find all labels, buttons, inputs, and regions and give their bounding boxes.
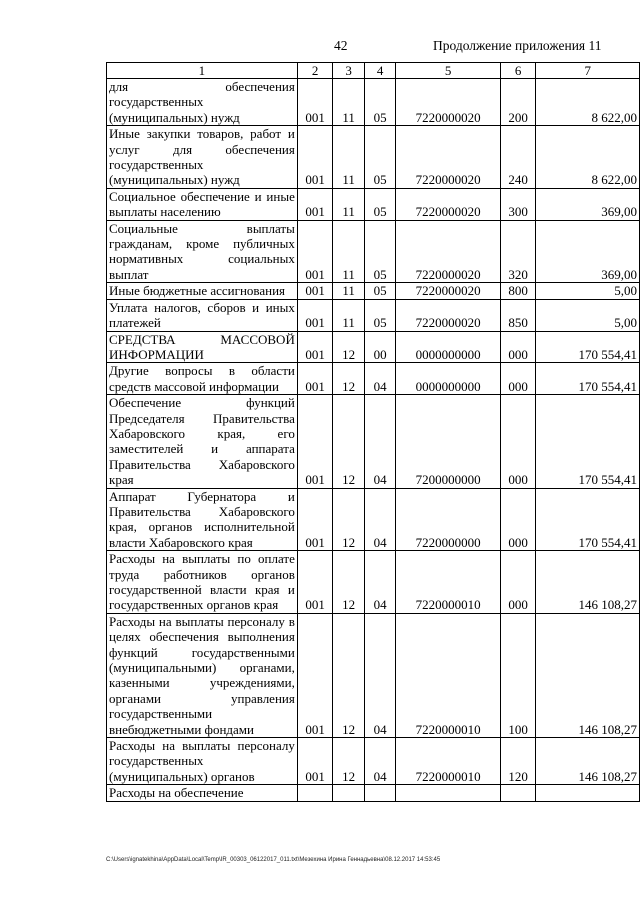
section-code: 11	[333, 188, 364, 220]
amount: 5,00	[536, 283, 640, 299]
column-number: 7	[536, 63, 640, 79]
admin-code: 001	[297, 220, 333, 283]
subsection-code: 04	[364, 395, 395, 488]
admin-code	[297, 785, 333, 801]
subsection-code: 05	[364, 126, 395, 189]
target-article-code: 7220000010	[396, 738, 501, 785]
section-code	[333, 785, 364, 801]
table-row	[107, 188, 640, 220]
item-name: для обеспечения государственных (муниципальных) нужд	[107, 79, 298, 126]
amount: 170 554,41	[536, 488, 640, 551]
section-code: 11	[333, 79, 364, 126]
amount: 146 108,27	[536, 613, 640, 737]
item-name: Обеспечение функций Председателя Правительства Хабаровского края, его заместителей и аппарата Правительства Хабаровского края	[107, 395, 298, 488]
item-name: Расходы на выплаты персоналу в целях обеспечения выполнения функций государственными (муниципальными) органами, казенными учреждениями, органами управления государственными внебюджетными фондами	[107, 613, 298, 737]
admin-code: 001	[297, 283, 333, 299]
page-number: 42	[334, 38, 348, 53]
item-name: Другие вопросы в области средств массовой информации	[107, 363, 298, 395]
amount: 8 622,00	[536, 126, 640, 189]
amount: 369,00	[536, 220, 640, 283]
amount: 146 108,27	[536, 551, 640, 614]
column-number: 3	[333, 63, 364, 79]
table-row	[107, 551, 640, 614]
expense-type-code	[500, 785, 536, 801]
subsection-code: 00	[364, 331, 395, 363]
subsection-code: 05	[364, 283, 395, 299]
admin-code: 001	[297, 738, 333, 785]
target-article-code: 7220000010	[396, 613, 501, 737]
table-row	[107, 613, 640, 737]
expense-type-code: 100	[500, 613, 536, 737]
admin-code: 001	[297, 395, 333, 488]
admin-code: 001	[297, 613, 333, 737]
amount	[536, 785, 640, 801]
table-row	[107, 126, 640, 189]
section-code: 12	[333, 363, 364, 395]
target-article-code: 7220000010	[396, 551, 501, 614]
section-code: 12	[333, 613, 364, 737]
target-article-code: 7220000020	[396, 79, 501, 126]
table-row	[107, 395, 640, 488]
item-name: СРЕДСТВА МАССОВОЙ ИНФОРМАЦИИ	[107, 331, 298, 363]
section-code: 12	[333, 395, 364, 488]
admin-code: 001	[297, 551, 333, 614]
target-article-code: 7220000020	[396, 188, 501, 220]
column-number: 6	[500, 63, 536, 79]
admin-code: 001	[297, 488, 333, 551]
expense-type-code: 240	[500, 126, 536, 189]
subsection-code: 05	[364, 188, 395, 220]
expense-type-code: 000	[500, 363, 536, 395]
target-article-code: 7220000020	[396, 283, 501, 299]
target-article-code: 7220000020	[396, 299, 501, 331]
section-code: 12	[333, 331, 364, 363]
expense-type-code: 000	[500, 395, 536, 488]
item-name: Аппарат Губернатора и Правительства Хабаровского края, органов исполнительной власти Хабаровского края	[107, 488, 298, 551]
subsection-code: 04	[364, 488, 395, 551]
expense-type-code: 320	[500, 220, 536, 283]
admin-code: 001	[297, 126, 333, 189]
table-row	[107, 79, 640, 126]
admin-code: 001	[297, 331, 333, 363]
amount: 170 554,41	[536, 331, 640, 363]
target-article-code: 7200000000	[396, 395, 501, 488]
section-code: 11	[333, 283, 364, 299]
target-article-code: 0000000000	[396, 363, 501, 395]
amount: 5,00	[536, 299, 640, 331]
subsection-code: 05	[364, 79, 395, 126]
subsection-code: 04	[364, 551, 395, 614]
item-name: Расходы на обеспечение	[107, 785, 298, 801]
amount: 146 108,27	[536, 738, 640, 785]
column-number: 2	[297, 63, 333, 79]
section-code: 12	[333, 488, 364, 551]
admin-code: 001	[297, 363, 333, 395]
subsection-code: 04	[364, 363, 395, 395]
target-article-code: 7220000020	[396, 220, 501, 283]
column-number: 5	[396, 63, 501, 79]
item-name: Иные бюджетные ассигнования	[107, 283, 298, 299]
amount: 170 554,41	[536, 363, 640, 395]
amount: 8 622,00	[536, 79, 640, 126]
column-numbers-row	[107, 63, 640, 79]
amount: 170 554,41	[536, 395, 640, 488]
table-row	[107, 785, 640, 801]
admin-code: 001	[297, 188, 333, 220]
section-code: 12	[333, 738, 364, 785]
item-name: Социальные выплаты гражданам, кроме публичных нормативных социальных выплат	[107, 220, 298, 283]
item-name: Расходы на выплаты персоналу государственных (муниципальных) органов	[107, 738, 298, 785]
subsection-code: 05	[364, 299, 395, 331]
expense-type-code: 850	[500, 299, 536, 331]
target-article-code: 0000000000	[396, 331, 501, 363]
target-article-code: 7220000000	[396, 488, 501, 551]
expense-type-code: 000	[500, 331, 536, 363]
admin-code: 001	[297, 79, 333, 126]
item-name: Уплата налогов, сборов и иных платежей	[107, 299, 298, 331]
target-article-code: 7220000020	[396, 126, 501, 189]
section-code: 11	[333, 126, 364, 189]
expense-type-code: 200	[500, 79, 536, 126]
section-code: 12	[333, 551, 364, 614]
target-article-code	[396, 785, 501, 801]
expense-type-code: 000	[500, 488, 536, 551]
subsection-code: 04	[364, 613, 395, 737]
column-number: 1	[107, 63, 298, 79]
subsection-code	[364, 785, 395, 801]
table-row	[107, 488, 640, 551]
section-code: 11	[333, 220, 364, 283]
expense-type-code: 300	[500, 188, 536, 220]
table-row	[107, 299, 640, 331]
table-row	[107, 331, 640, 363]
table-row	[107, 283, 640, 299]
subsection-code: 04	[364, 738, 395, 785]
file-path-footer: C:\Users\ignatekhina\AppData\Local\Temp\IR_00303_06122017_011.txt\Мезехина Ирина Геннадьевна\08.12.2017 14:53:45	[106, 857, 441, 863]
item-name: Иные закупки товаров, работ и услуг для обеспечения государственных (муниципальных) нужд	[107, 126, 298, 189]
expense-type-code: 000	[500, 551, 536, 614]
table-row	[107, 363, 640, 395]
column-number: 4	[364, 63, 395, 79]
admin-code: 001	[297, 299, 333, 331]
table-row	[107, 220, 640, 283]
item-name: Расходы на выплаты по оплате труда работников органов государственной власти края и государственных органов края	[107, 551, 298, 614]
expense-type-code: 120	[500, 738, 536, 785]
table-row	[107, 738, 640, 785]
subsection-code: 05	[364, 220, 395, 283]
section-code: 11	[333, 299, 364, 331]
amount: 369,00	[536, 188, 640, 220]
budget-table	[106, 62, 640, 802]
item-name: Социальное обеспечение и иные выплаты населению	[107, 188, 298, 220]
appendix-title: Продолжение приложения 11	[433, 38, 602, 53]
expense-type-code: 800	[500, 283, 536, 299]
